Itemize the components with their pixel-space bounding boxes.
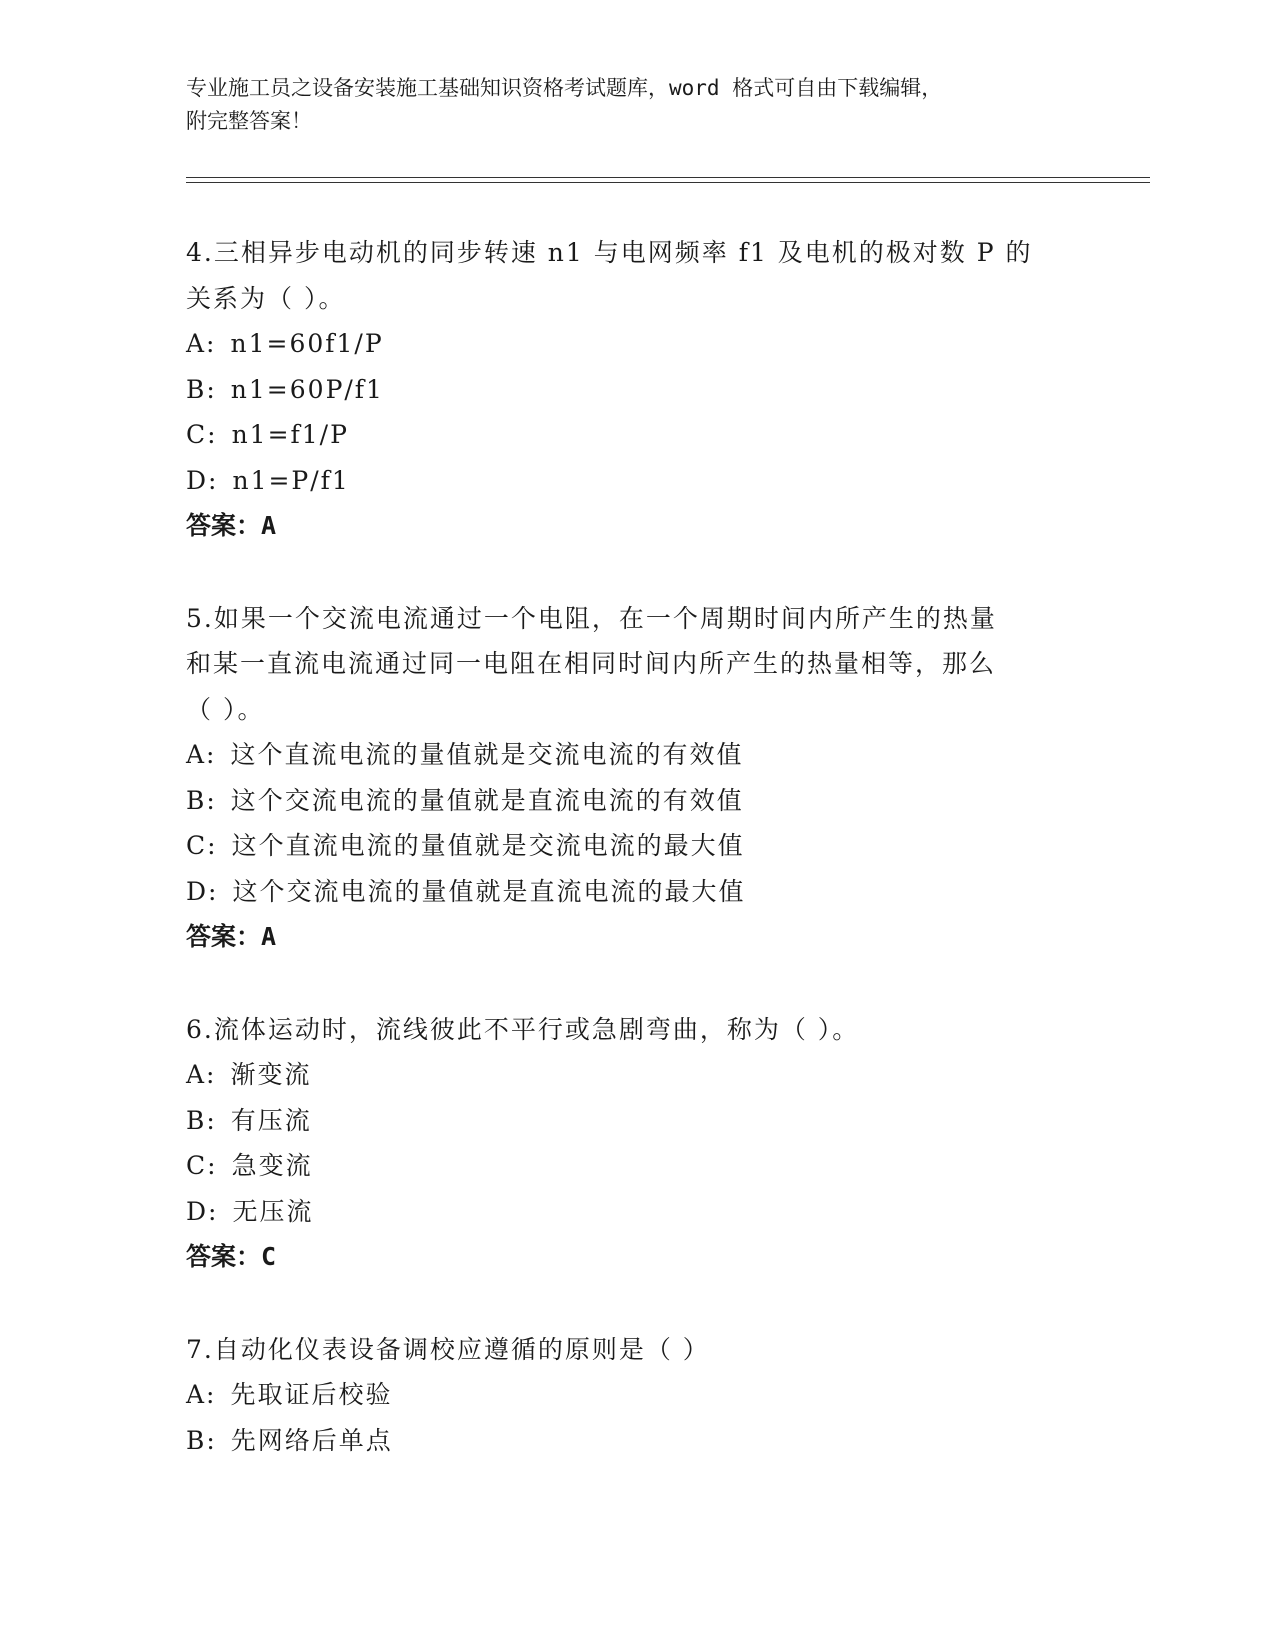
option-text: 这个直流电流的量值就是交流电流的最大值	[231, 831, 745, 860]
option-text: 渐变流	[230, 1060, 312, 1089]
option-item	[186, 367, 1086, 413]
option-item	[186, 1418, 1086, 1464]
option-letter: B:	[186, 785, 217, 815]
question-stem-line: （ ）。	[186, 694, 265, 724]
option-item	[186, 1098, 1086, 1144]
option-text: n1=60P/f1	[230, 374, 384, 404]
option-item	[186, 1143, 1086, 1189]
answer-line: 答案：A	[186, 922, 277, 951]
option-item	[186, 321, 1086, 367]
option-item	[186, 1189, 1086, 1235]
option-item	[186, 458, 1086, 504]
option-letter: C:	[186, 420, 218, 449]
option-text: 这个直流电流的量值就是交流电流的有效值	[230, 740, 744, 769]
option-item	[186, 1052, 1086, 1098]
header-divider-bottom	[186, 182, 1150, 183]
option-text: 先取证后校验	[230, 1380, 393, 1409]
question-stem-line: 和某一直流电流通过同一电阻在相同时间内所产生的热量相等，那么	[186, 649, 997, 678]
document-header	[186, 72, 1066, 138]
answer-line: 答案：C	[186, 1242, 277, 1271]
option-item	[186, 778, 1086, 824]
question-stem-line: 关系为（ ）。	[186, 283, 346, 313]
option-text: 急变流	[231, 1151, 313, 1180]
option-item	[186, 412, 1086, 458]
option-letter: A:	[186, 740, 217, 769]
option-text: 这个交流电流的量值就是直流电流的最大值	[232, 876, 746, 906]
option-text: n1=f1/P	[231, 420, 349, 449]
question-list	[186, 230, 1086, 1510]
question-stem-line: 7.自动化仪表设备调校应遵循的原则是（ ）	[186, 1334, 710, 1364]
header-divider-top	[186, 177, 1150, 178]
option-item	[186, 1372, 1086, 1418]
option-text: n1=60f1/P	[230, 329, 384, 358]
option-letter: A:	[186, 1380, 217, 1409]
option-text: n1=P/f1	[232, 465, 350, 495]
option-item	[186, 869, 1086, 915]
question-stem-line: 6.流体运动时，流线彼此不平行或急剧弯曲，称为（ ）。	[186, 1014, 860, 1044]
option-text: 无压流	[232, 1196, 314, 1226]
question-item	[186, 1007, 1086, 1280]
answer-line: 答案：A	[186, 511, 277, 540]
option-letter: C:	[186, 1151, 218, 1180]
option-letter: B:	[186, 1425, 217, 1455]
option-item	[186, 823, 1086, 869]
question-item	[186, 230, 1086, 549]
question-item	[186, 596, 1086, 960]
option-letter: A:	[186, 1060, 217, 1089]
question-stem-line: 4.三相异步电动机的同步转速 n1 与电网频率 f1 及电机的极对数 P 的	[186, 238, 1033, 267]
option-letter: A:	[186, 329, 217, 358]
question-item	[186, 1327, 1086, 1464]
option-letter: D:	[186, 1196, 219, 1226]
question-stem-line: 5.如果一个交流电流通过一个电阻，在一个周期时间内所产生的热量	[186, 603, 997, 633]
option-text: 这个交流电流的量值就是直流电流的有效值	[230, 785, 744, 815]
header-line-1: 专业施工员之设备安装施工基础知识资格考试题库，word 格式可自由下载编辑，	[186, 76, 943, 100]
option-letter: C:	[186, 831, 218, 860]
option-letter: B:	[186, 1105, 217, 1135]
option-item	[186, 732, 1086, 778]
option-letter: D:	[186, 465, 219, 495]
option-text: 先网络后单点	[230, 1425, 393, 1455]
header-line-2: 附完整答案！	[186, 109, 312, 133]
option-letter: D:	[186, 876, 219, 906]
option-text: 有压流	[230, 1105, 312, 1135]
option-letter: B:	[186, 374, 217, 404]
